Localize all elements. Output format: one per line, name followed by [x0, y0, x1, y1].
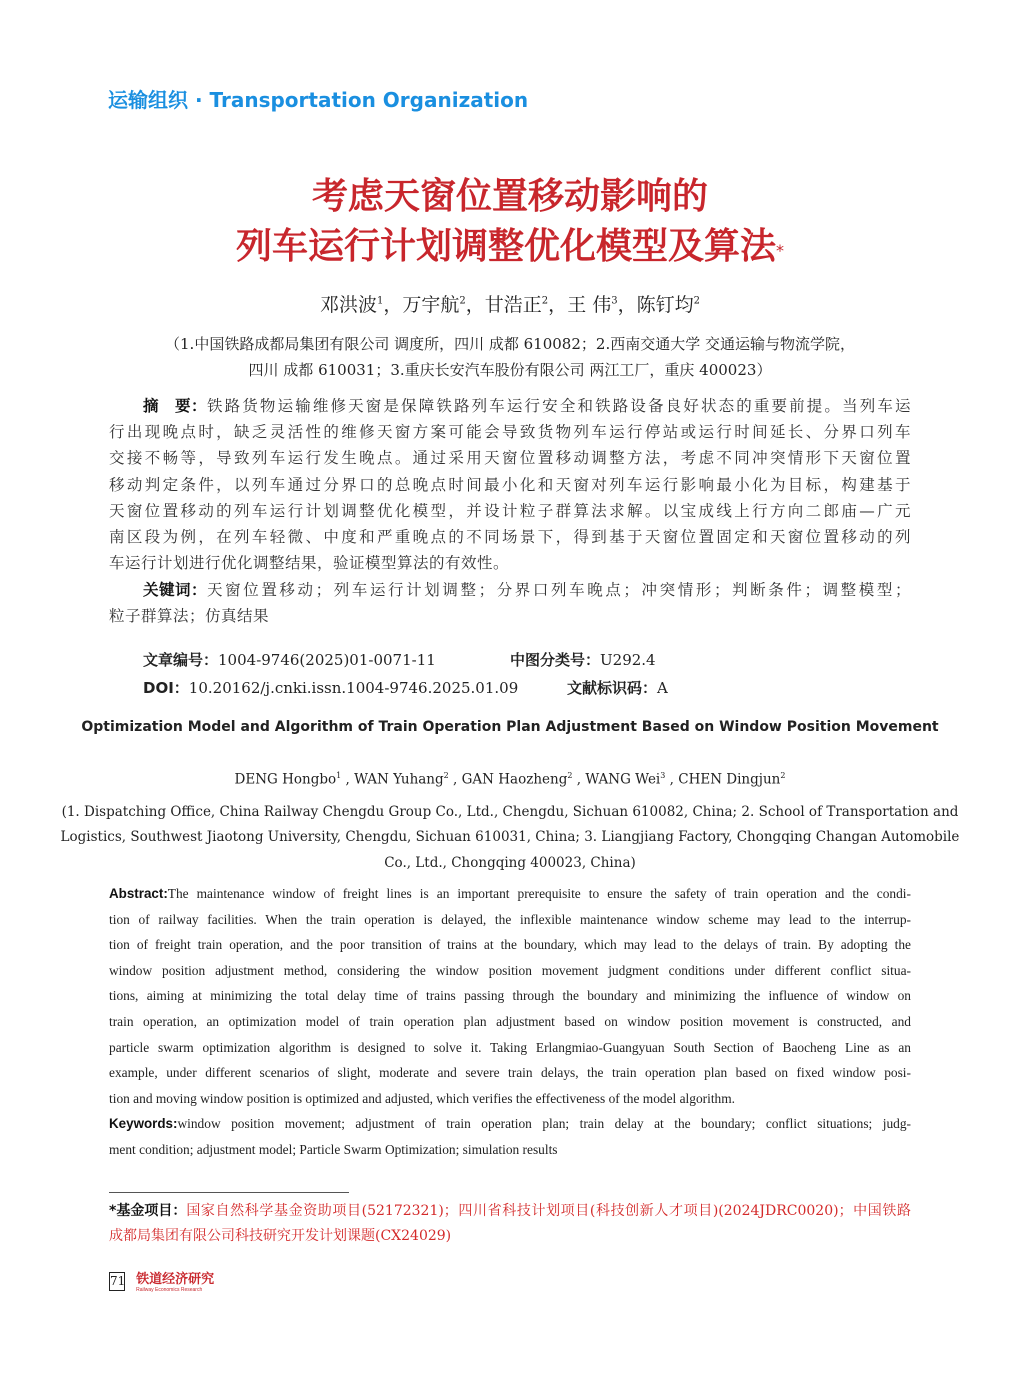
keywords-en-label: Keywords:	[109, 1116, 178, 1131]
footnote-line	[109, 1200, 911, 1220]
abstract-en-line: tion and moving window position is optimized and adjusted, which verifies the effectiveness of the model algorithm.	[109, 1090, 736, 1106]
abstract-cn-line: 移动判定条件，以列车通过分界口的总晚点时间最小化和天窗对列车运行影响最小化为目标，构建基于	[109, 475, 911, 494]
document-code-label: 文献标识码：	[567, 679, 658, 697]
keywords-en-line	[109, 1116, 911, 1132]
keywords-en-text: window position movement; adjustment of train operation plan; train delay at the boundary; conflict situations; judg-	[177, 1116, 911, 1131]
affiliation-index: 2	[780, 771, 786, 780]
abstract-en-text: The maintenance window of freight lines is an important prerequisite to ensure the safety of train operation and the condi-	[167, 886, 911, 901]
affiliation-index: 2	[541, 295, 549, 307]
abstract-en-line: tion of freight train operation, and the poor transition of trains at the boundary, which may lead to the delays of train. By adopting the	[109, 937, 911, 953]
clc-value: U292.4	[600, 651, 656, 669]
affiliation-index: 1	[336, 771, 342, 780]
abstract-en-line: example, under different scenarios of slight, moderate and severe train delays, the train operation plan based on fixed window posi-	[109, 1065, 911, 1081]
article-number-label: 文章编号：	[143, 651, 219, 669]
doi	[143, 677, 518, 698]
english-affiliation-line-2: Logistics, Southwest Jiaotong University, Chengdu, Sichuan 610031, China; 3. Liangjiang Factory, Chongqing Changan Automobile	[60, 829, 960, 845]
abstract-en-line	[109, 886, 911, 902]
document-code-value: A	[657, 679, 668, 697]
english-author-list: DENG Hongbo$^1$ , WAN Yuhang$^2$ , GAN Haozheng$^2$ , WANG Wei$^3$ , CHEN Dingjun$^2$	[234, 771, 786, 788]
footnote-line: 成都局集团有限公司科技研究开发计划课题(CX24029)	[109, 1228, 452, 1244]
article-number	[143, 649, 436, 670]
abstract-en-line: window position adjustment method, considering the window position movement judgment conditions under different conflict situa-	[109, 962, 911, 978]
english-affiliation-line-1: (1. Dispatching Office, China Railway Chengdu Group Co., Ltd., Chengdu, Sichuan 610082, China; 2. School of Transportation and	[61, 804, 959, 820]
keywords-cn-text: 天窗位置移动；列车运行计划调整；分界口列车晚点；冲突情形；判断条件；调整模型；	[207, 581, 911, 599]
doi-label: DOI：	[143, 679, 189, 697]
keywords-cn-line	[143, 578, 911, 600]
title-line-1: 考虑天窗位置移动影响的	[311, 176, 708, 217]
affiliation-line-2: 四川 成都 610031；3.重庆长安汽车股份有限公司 两江工厂，重庆 400023）	[248, 361, 772, 379]
abstract-cn-text: 铁路货物运输维修天窗是保障铁路列车运行安全和铁路设备良好状态的重要前提。当列车运	[207, 397, 911, 415]
journal-footer	[109, 1272, 214, 1294]
abstract-cn-line: 行出现晚点时，缺乏灵活性的维修天窗方案可能会导致货物列车运行停站或运行时间延长、分界口列车	[109, 423, 911, 442]
title-line-2: 列车运行计划调整优化模型及算法	[235, 226, 776, 267]
affiliation-index: 2	[443, 771, 449, 780]
abstract-cn-line: 交接不畅等，导致列车运行发生晚点。通过采用天窗位置移动调整方法，考虑不同冲突情形下天窗位置	[109, 449, 911, 468]
affiliation-index: 2	[567, 771, 573, 780]
keywords-cn-line: 粒子群算法；仿真结果	[109, 607, 270, 626]
paper-title	[0, 172, 1020, 272]
article-number-value: 1004-9746(2025)01-0071-11	[218, 651, 436, 669]
journal-name-en: Railway Economics Research	[136, 1287, 203, 1293]
author-name: DENG Hongbo	[234, 771, 337, 788]
author-name: 王 伟	[567, 294, 612, 316]
abstract-cn-label: 摘 要：	[143, 397, 208, 415]
author-name: 万宇航	[402, 294, 460, 316]
affiliation-line-1: （1.中国铁路成都局集团有限公司 调度所，四川 成都 610082；2.西南交通大学 交通运输与物流学院，	[165, 335, 855, 353]
affiliation-index: 3	[660, 771, 666, 780]
footnote-divider	[109, 1192, 349, 1193]
abstract-cn-line	[143, 394, 911, 416]
author-name: CHEN Dingjun	[678, 771, 781, 788]
keywords-en-line: ment condition; adjustment model; Particle Swarm Optimization; simulation results	[109, 1141, 558, 1157]
affiliation-index: 3	[611, 295, 618, 307]
author-name: WANG Wei	[585, 771, 661, 788]
author-name: GAN Haozheng	[461, 771, 568, 788]
author-name: 陈钉均	[636, 294, 694, 316]
document-code	[567, 677, 668, 698]
affiliation-index: 2	[693, 295, 701, 307]
abstract-cn-line: 南区段为例，在列车轻微、中度和严重晚点的不同场景下，得到基于天窗位置固定和天窗位置移动的列	[109, 528, 911, 546]
abstract-en-label: Abstract:	[109, 886, 168, 901]
footnote-label: *基金项目：	[109, 1203, 187, 1219]
keywords-cn-label: 关键词：	[143, 581, 208, 599]
page-number: 71	[109, 1272, 125, 1291]
abstract-cn-line: 车运行计划进行优化调整结果，验证模型算法的有效性。	[109, 554, 510, 573]
abstract-en-line: train operation, an optimization model of train operation plan adjustment based on window position movement is constructed, and	[109, 1014, 911, 1029]
section-header: 运输组织 · Transportation Organization	[108, 88, 529, 112]
journal-name-cn: 铁道经济研究	[136, 1272, 215, 1287]
english-affiliation-line-3: Co., Ltd., Chongqing 400023, China)	[384, 855, 636, 871]
author-name: WAN Yuhang	[354, 771, 444, 788]
footnote-text: 国家自然科学基金资助项目(52172321)；四川省科技计划项目(科技创新人才项目)(2024JDRC0020)；中国铁路	[186, 1203, 911, 1219]
doi-value: 10.20162/j.cnki.issn.1004-9746.2025.01.09	[188, 679, 519, 697]
author-name: 邓洪波	[319, 294, 377, 316]
abstract-cn-line: 天窗位置移动的列车运行计划调整优化模型，并设计粒子群算法求解。以宝成线上行方向二郎庙—广元	[109, 501, 911, 520]
author-list: 邓洪波$^1$，万宇航$^2$，甘浩正$^2$，王 伟$^3$，陈钉均$^2$	[319, 294, 701, 316]
abstract-en-line: tions, aiming at minimizing the total delay time of trains passing through the boundary and minimizing the influence of window on	[109, 988, 911, 1004]
clc-label: 中图分类号：	[510, 651, 601, 669]
journal-logo	[136, 1272, 214, 1294]
clc-number	[510, 649, 656, 670]
author-name: 甘浩正	[484, 294, 542, 316]
abstract-en-line: tion of railway facilities. When the train operation is delayed, the inflexible maintenance window scheme may lead to the interrup-	[109, 911, 911, 927]
abstract-en-line: particle swarm optimization algorithm is designed to solve it. Taking Erlangmiao-Guangyuan South Section of Baocheng Line as an	[109, 1039, 911, 1055]
english-title: Optimization Model and Algorithm of Train Operation Plan Adjustment Based on Window Position Movement	[81, 719, 939, 735]
funding-mark: *	[776, 241, 784, 260]
affiliation-index: 2	[459, 295, 466, 307]
affiliation-index: 1	[376, 295, 384, 307]
